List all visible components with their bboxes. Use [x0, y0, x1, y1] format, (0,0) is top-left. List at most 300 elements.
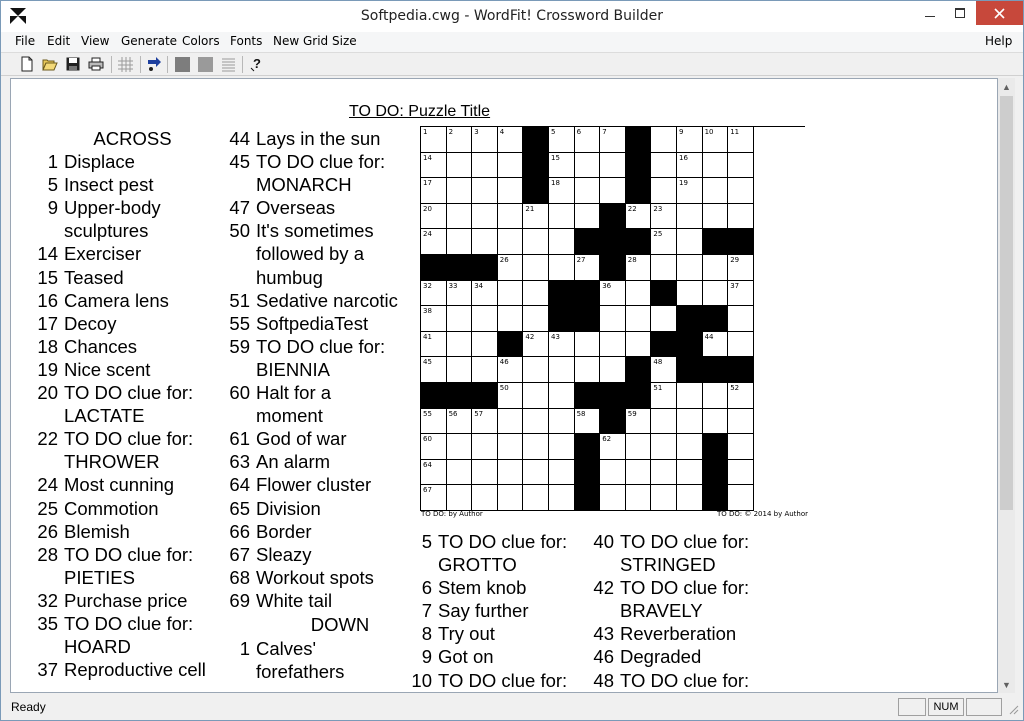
save-button[interactable] — [63, 55, 83, 73]
clue-item — [592, 530, 782, 553]
clue-item — [21, 312, 226, 335]
clue-number — [211, 266, 250, 289]
menu-fonts[interactable]: Fonts — [230, 34, 263, 48]
grid-cell-black[interactable] — [626, 178, 652, 204]
grid-cell[interactable] — [447, 281, 473, 307]
grid-cell[interactable] — [677, 229, 703, 255]
cell-number: 64 — [423, 460, 432, 469]
grid-cell[interactable] — [651, 357, 677, 383]
grid-cell-black[interactable] — [703, 434, 729, 460]
cell-number: 61 — [576, 435, 586, 444]
grid-cell[interactable] — [549, 332, 575, 358]
grid-cell[interactable] — [600, 357, 626, 383]
grid-cell-black[interactable] — [600, 409, 626, 435]
grid-cell-black[interactable] — [600, 229, 626, 255]
grid-cell[interactable] — [626, 460, 652, 486]
grid-cell-black[interactable] — [549, 306, 575, 332]
gray-square-button[interactable] — [195, 55, 215, 73]
grid-cell[interactable] — [677, 178, 703, 204]
grid-cell[interactable] — [600, 178, 626, 204]
grid-cell-black[interactable] — [498, 332, 524, 358]
cell-number: 39 — [576, 307, 586, 316]
grid-cell[interactable] — [498, 229, 524, 255]
grid-cell[interactable] — [498, 485, 524, 511]
grid-cell-black[interactable] — [703, 306, 729, 332]
clue-item — [211, 335, 421, 358]
grid-cell[interactable] — [523, 485, 549, 511]
vertical-scrollbar[interactable] — [998, 78, 1015, 693]
grid-cell[interactable] — [472, 434, 498, 460]
grid-cell[interactable] — [703, 281, 729, 307]
grid-cell[interactable] — [421, 485, 447, 511]
cell-number: 48 — [653, 358, 663, 367]
clue-item — [211, 427, 421, 450]
grid-cell[interactable] — [575, 127, 601, 153]
document-area[interactable] — [10, 78, 998, 693]
grid-cell-black[interactable] — [447, 255, 473, 281]
puzzle-title[interactable]: TO DO: Puzzle Title — [349, 103, 491, 120]
clue-number: 63 — [229, 451, 250, 473]
grid-cell[interactable] — [549, 357, 575, 383]
cell-number: 67 — [423, 486, 432, 495]
grid-cell[interactable] — [549, 255, 575, 281]
clue-text: moment — [256, 405, 323, 427]
grid-cell[interactable] — [575, 332, 601, 358]
grid-cell[interactable] — [472, 281, 498, 307]
crossword-grid[interactable] — [420, 126, 805, 511]
clue-text: White tail — [256, 589, 333, 611]
grid-cell[interactable] — [447, 460, 473, 486]
grid-cell[interactable] — [600, 332, 626, 358]
grid-cell[interactable] — [703, 383, 729, 409]
grid-cell[interactable] — [677, 485, 703, 511]
grid-cell-black[interactable] — [626, 229, 652, 255]
grid-cell[interactable] — [447, 409, 473, 435]
menu-new-grid-size[interactable]: New Grid Size — [273, 34, 357, 48]
cell-number: 33 — [448, 281, 458, 290]
grid-cell-black[interactable] — [600, 255, 626, 281]
grid-cell[interactable] — [600, 434, 626, 460]
cell-number: 16 — [679, 153, 688, 162]
scroll-down-icon[interactable]: ▼ — [1002, 679, 1011, 690]
grid-cell[interactable] — [447, 357, 473, 383]
grid-cell[interactable] — [728, 485, 754, 511]
grid-cell[interactable] — [421, 153, 447, 179]
grid-cell[interactable] — [575, 178, 601, 204]
status-pane-empty — [966, 698, 1002, 716]
clue-item — [21, 173, 226, 196]
grid-cell-black[interactable] — [651, 332, 677, 358]
grid-icon — [118, 57, 133, 72]
clue-text: Reproductive cell — [64, 659, 206, 681]
grid-cell[interactable] — [498, 178, 524, 204]
grid-cell-black[interactable] — [575, 229, 601, 255]
grid-cell-black[interactable] — [728, 357, 754, 383]
clue-text: TO DO clue for: — [256, 151, 386, 173]
black-square-button[interactable] — [172, 55, 192, 73]
grid-cell-black[interactable] — [626, 383, 652, 409]
maximize-button[interactable] — [945, 1, 975, 25]
grid-cell[interactable] — [472, 460, 498, 486]
grid-cell[interactable] — [600, 153, 626, 179]
cell-number: 6 — [576, 128, 582, 136]
grid-cell[interactable] — [575, 409, 601, 435]
clue-item — [21, 427, 226, 450]
clue-number: 45 — [229, 151, 250, 173]
grid-cell[interactable] — [728, 383, 754, 409]
grid-cell[interactable] — [523, 460, 549, 486]
clue-number: 7 — [421, 600, 432, 622]
grid-cell[interactable] — [421, 460, 447, 486]
clue-text: Workout spots — [256, 566, 374, 588]
grid-cell[interactable] — [703, 409, 729, 435]
clue-item — [211, 637, 421, 660]
grid-cell-black[interactable] — [703, 485, 729, 511]
grid-cell-black[interactable] — [600, 204, 626, 230]
toolbar — [1, 52, 1023, 76]
clue-number: 66 — [229, 520, 250, 542]
grid-cell[interactable] — [498, 409, 524, 435]
scroll-thumb[interactable] — [1000, 96, 1013, 510]
grid-cell[interactable] — [447, 306, 473, 332]
grid-cell-black[interactable] — [472, 255, 498, 281]
clue-text: Degraded — [620, 646, 702, 668]
black-square-icon — [175, 57, 190, 72]
grid-cell[interactable] — [677, 409, 703, 435]
clue-item — [211, 150, 421, 173]
grid-cell[interactable] — [498, 460, 524, 486]
grid-cell[interactable] — [651, 434, 677, 460]
grid-cell[interactable] — [549, 127, 575, 153]
grid-cell-black[interactable] — [523, 127, 549, 153]
grid-cell[interactable] — [600, 485, 626, 511]
menu-file[interactable]: File — [15, 34, 36, 48]
grid-cell[interactable] — [677, 434, 703, 460]
clue-number: 51 — [229, 289, 250, 311]
grid-cell[interactable] — [421, 306, 447, 332]
grid-button[interactable] — [115, 55, 135, 73]
clue-text: Lays in the sun — [256, 128, 381, 149]
clue-number — [211, 404, 250, 427]
grid-cell-black[interactable] — [703, 229, 729, 255]
grid-cell-black[interactable] — [447, 383, 473, 409]
grid-cell[interactable] — [472, 204, 498, 230]
menu-view[interactable]: View — [81, 34, 110, 48]
grid-cell[interactable] — [447, 153, 473, 179]
grid-cell-black[interactable] — [421, 383, 447, 409]
grid-cell[interactable] — [677, 127, 703, 153]
grid-cell[interactable] — [549, 178, 575, 204]
grid-cell-black[interactable] — [626, 357, 652, 383]
grid-cell[interactable] — [498, 281, 524, 307]
grid-cell[interactable] — [447, 332, 473, 358]
grid-cell[interactable] — [728, 127, 754, 153]
grid-cell[interactable] — [575, 204, 601, 230]
grid-cell[interactable] — [498, 204, 524, 230]
menu-help[interactable]: Help — [985, 34, 1013, 48]
grid-cell[interactable] — [728, 306, 754, 332]
grid-cell-black[interactable] — [575, 460, 601, 486]
grid-cell[interactable] — [523, 409, 549, 435]
minimize-icon — [925, 8, 935, 18]
grid-cell[interactable] — [728, 434, 754, 460]
grid-cell-black[interactable] — [626, 127, 652, 153]
grid-cell[interactable] — [728, 460, 754, 486]
grid-cell[interactable] — [728, 409, 754, 435]
clue-number — [211, 358, 250, 381]
grid-cell[interactable] — [472, 127, 498, 153]
gray-square-icon — [198, 57, 213, 72]
grid-cell-black[interactable] — [651, 281, 677, 307]
grid-cell[interactable] — [472, 357, 498, 383]
grid-cell[interactable] — [523, 229, 549, 255]
grid-cell-black[interactable] — [703, 357, 729, 383]
grid-cell[interactable] — [575, 255, 601, 281]
grid-cell[interactable] — [651, 229, 677, 255]
close-button[interactable] — [976, 1, 1023, 25]
grid-cell[interactable] — [523, 357, 549, 383]
grid-cell[interactable] — [677, 383, 703, 409]
grid-cell[interactable] — [728, 153, 754, 179]
grid-cell-black[interactable] — [626, 153, 652, 179]
grid-cell[interactable] — [421, 434, 447, 460]
grid-cell[interactable] — [651, 153, 677, 179]
grid-cell[interactable] — [498, 127, 524, 153]
grid-cell[interactable] — [549, 460, 575, 486]
grid-cell[interactable] — [703, 127, 729, 153]
grid-cell[interactable] — [421, 127, 447, 153]
grid-cell-black[interactable] — [600, 383, 626, 409]
cell-number: 58 — [576, 409, 586, 418]
clue-item — [410, 553, 600, 576]
open-button[interactable] — [40, 55, 60, 73]
cell-number: 38 — [423, 307, 432, 316]
scroll-up-icon[interactable]: ▲ — [1002, 81, 1011, 92]
clue-number: 40 — [593, 531, 614, 552]
menu-generate[interactable]: Generate — [121, 34, 178, 48]
grid-cell[interactable] — [447, 485, 473, 511]
grid-cell[interactable] — [421, 332, 447, 358]
clue-text: THROWER — [64, 451, 160, 473]
clue-number: 9 — [421, 646, 432, 668]
grid-cell[interactable] — [447, 178, 473, 204]
grid-cell[interactable] — [549, 229, 575, 255]
clue-number: 64 — [229, 474, 250, 496]
grid-cell[interactable] — [728, 255, 754, 281]
help-button[interactable] — [247, 55, 267, 73]
clue-text: Purchase price — [64, 589, 188, 611]
generate-button[interactable] — [145, 55, 165, 73]
grid-cell[interactable] — [498, 255, 524, 281]
grid-cell[interactable] — [728, 204, 754, 230]
grid-cell[interactable] — [498, 434, 524, 460]
cell-number: 26 — [499, 256, 509, 264]
clue-item — [211, 127, 421, 150]
lines-button[interactable] — [218, 55, 238, 73]
grid-cell[interactable] — [472, 229, 498, 255]
grid-cell[interactable] — [472, 306, 498, 332]
grid-cell[interactable] — [575, 153, 601, 179]
grid-cell[interactable] — [498, 383, 524, 409]
grid-cell[interactable] — [728, 332, 754, 358]
clue-number: 32 — [37, 589, 58, 611]
grid-cell[interactable] — [575, 357, 601, 383]
grid-cell[interactable] — [626, 332, 652, 358]
new-button[interactable] — [17, 55, 37, 73]
grid-cell-black[interactable] — [677, 332, 703, 358]
grid-cell[interactable] — [472, 409, 498, 435]
clue-item — [21, 497, 226, 520]
grid-cell[interactable] — [728, 178, 754, 204]
grid-cell[interactable] — [703, 178, 729, 204]
clue-item — [21, 612, 226, 635]
toolbar-separator — [140, 56, 141, 73]
grid-cell[interactable] — [651, 127, 677, 153]
clue-text: Nice scent — [64, 358, 151, 380]
grid-cell[interactable] — [651, 178, 677, 204]
grid-cell[interactable] — [421, 409, 447, 435]
grid-cell[interactable] — [677, 255, 703, 281]
grid-cell-black[interactable] — [677, 357, 703, 383]
grid-cell[interactable] — [600, 281, 626, 307]
grid-cell[interactable] — [703, 204, 729, 230]
grid-cell-black[interactable] — [575, 485, 601, 511]
clue-number: 47 — [229, 197, 250, 219]
clue-text: Sedative narcotic — [256, 289, 398, 311]
grid-cell[interactable] — [447, 229, 473, 255]
grid-cell[interactable] — [421, 229, 447, 255]
grid-cell[interactable] — [651, 383, 677, 409]
menu-edit[interactable]: Edit — [47, 34, 71, 48]
grid-cell[interactable] — [498, 357, 524, 383]
menu-colors[interactable]: Colors — [182, 34, 220, 48]
grid-cell[interactable] — [421, 178, 447, 204]
grid-cell[interactable] — [626, 485, 652, 511]
grid-cell[interactable] — [523, 434, 549, 460]
grid-cell[interactable] — [677, 153, 703, 179]
clue-number: 18 — [37, 335, 58, 357]
grid-cell[interactable] — [549, 153, 575, 179]
cell-number: 40 — [704, 307, 714, 316]
grid-cell-black[interactable] — [703, 460, 729, 486]
grid-cell-black[interactable] — [575, 434, 601, 460]
clue-text: BIENNIA — [256, 358, 331, 380]
grid-cell[interactable] — [626, 409, 652, 435]
grid-cell[interactable] — [498, 153, 524, 179]
grid-cell[interactable] — [677, 460, 703, 486]
grid-cell[interactable] — [472, 153, 498, 179]
title-bar[interactable] — [1, 1, 1023, 32]
save-icon — [66, 57, 80, 71]
grid-cell[interactable] — [677, 204, 703, 230]
grid-cell[interactable] — [523, 255, 549, 281]
grid-cell[interactable] — [421, 281, 447, 307]
grid-cell[interactable] — [549, 383, 575, 409]
clue-item — [211, 589, 421, 612]
clue-text: Commotion — [64, 497, 159, 519]
grid-cell[interactable] — [472, 485, 498, 511]
clue-item — [21, 219, 226, 242]
grid-cell[interactable] — [523, 306, 549, 332]
clue-number: 42 — [593, 577, 614, 599]
grid-cell[interactable] — [523, 383, 549, 409]
grid-cell[interactable] — [600, 127, 626, 153]
grid-cell-black[interactable] — [575, 281, 601, 307]
grid-cell-black[interactable] — [549, 281, 575, 307]
clue-text: Chances — [64, 335, 138, 357]
grid-cell[interactable] — [472, 332, 498, 358]
grid-cell[interactable] — [421, 204, 447, 230]
grid-cell-black[interactable] — [575, 306, 601, 332]
grid-cell[interactable] — [728, 281, 754, 307]
grid-cell[interactable] — [703, 255, 729, 281]
grid-cell[interactable] — [651, 460, 677, 486]
print-button[interactable] — [86, 55, 106, 73]
grid-cell[interactable] — [651, 204, 677, 230]
grid-cell[interactable] — [549, 409, 575, 435]
grid-cell[interactable] — [626, 281, 652, 307]
grid-cell[interactable] — [549, 204, 575, 230]
grid-cell[interactable] — [703, 332, 729, 358]
cell-number: 21 — [525, 204, 535, 213]
clue-text: Exerciser — [64, 243, 142, 265]
cell-number: 18 — [551, 179, 560, 188]
resize-grip-icon[interactable] — [1007, 703, 1019, 715]
grid-cell-black[interactable] — [421, 255, 447, 281]
grid-cell[interactable] — [472, 178, 498, 204]
grid-cell[interactable] — [421, 357, 447, 383]
grid-cell[interactable] — [651, 409, 677, 435]
grid-cell[interactable] — [498, 306, 524, 332]
grid-cell[interactable] — [651, 485, 677, 511]
grid-cell[interactable] — [523, 281, 549, 307]
grid-cell[interactable] — [447, 127, 473, 153]
grid-cell[interactable] — [651, 306, 677, 332]
help-icon — [250, 56, 264, 72]
grid-cell-black[interactable] — [523, 153, 549, 179]
clue-text: Most cunning — [64, 474, 175, 496]
grid-cell-black[interactable] — [472, 383, 498, 409]
grid-cell[interactable] — [600, 460, 626, 486]
grid-cell[interactable] — [549, 434, 575, 460]
grid-cell[interactable] — [626, 204, 652, 230]
grid-cell[interactable] — [626, 434, 652, 460]
grid-cell[interactable] — [651, 255, 677, 281]
grid-cell-black[interactable] — [728, 229, 754, 255]
grid-cell[interactable] — [626, 255, 652, 281]
grid-cell-black[interactable] — [523, 178, 549, 204]
grid-cell-black[interactable] — [677, 306, 703, 332]
grid-cell[interactable] — [523, 204, 549, 230]
grid-cell[interactable] — [677, 281, 703, 307]
clue-item — [21, 566, 226, 589]
grid-cell[interactable] — [703, 153, 729, 179]
clue-number: 44 — [229, 128, 250, 149]
minimize-button[interactable] — [915, 1, 945, 25]
grid-cell[interactable] — [600, 306, 626, 332]
clue-item — [21, 335, 226, 358]
grid-cell[interactable] — [447, 204, 473, 230]
grid-cell[interactable] — [626, 306, 652, 332]
grid-cell[interactable] — [523, 332, 549, 358]
clue-item — [211, 473, 421, 496]
clue-item — [21, 381, 226, 404]
clue-item — [410, 669, 600, 692]
grid-cell-black[interactable] — [575, 383, 601, 409]
grid-cell[interactable] — [549, 485, 575, 511]
cell-number: 19 — [679, 179, 688, 188]
grid-cell[interactable] — [447, 434, 473, 460]
